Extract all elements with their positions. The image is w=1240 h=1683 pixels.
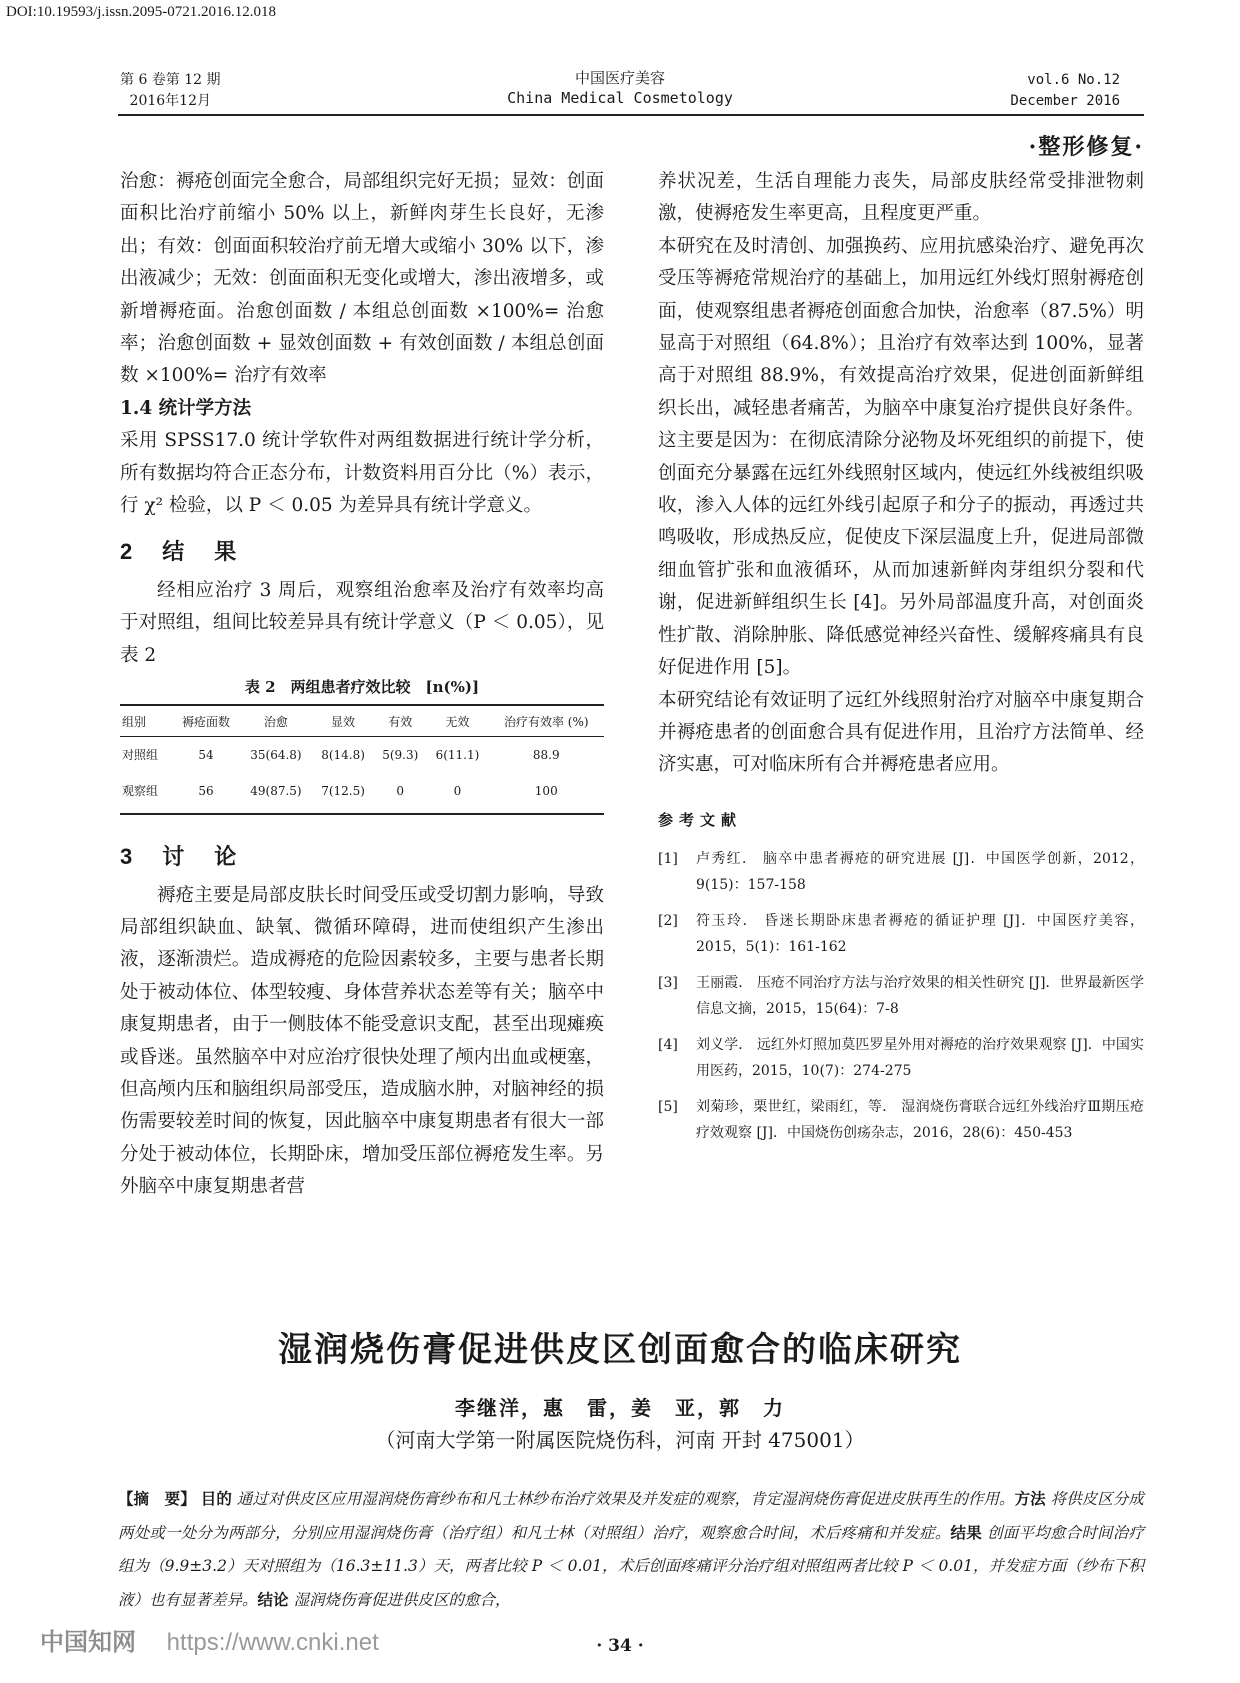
reference-number: [1]	[658, 851, 678, 868]
header-date-en: December 2016	[1010, 93, 1120, 109]
stats-paragraph: 采用 SPSS17.0 统计学软件对两组数据进行统计学分析，所有数据均符合正态分布，计数资料用百分比（%）表示，行 χ² 检验，以 P ＜ 0.05 为差异具有统计学意义。	[120, 430, 604, 517]
criteria-paragraph: 治愈：褥疮创面完全愈合，局部组织完好无损；显效：创面面积比治疗前缩小 50% 以上，新鲜肉芽生长良好，无渗出；有效：创面面积较治疗前无增大或缩小 30% 以下，渗出液减少；无效：创面面积无变化或增大，渗出液增多，或新增褥疮面。治愈创面数 / 本组总创面数 ×100%= 治愈率；治愈创面数 + 显效创面数 + 有效创面数 / 本组总创面数 ×100%= 治疗有效率	[120, 171, 604, 387]
results-table	[120, 704, 604, 815]
table-cell: 5(9.3)	[382, 748, 419, 763]
reference-item	[658, 1094, 1144, 1146]
table-header-cell: 治愈	[240, 705, 312, 737]
reference-text: 刘菊珍，栗世红，梁雨红，等． 湿润烧伤膏联合远红外线治疗Ⅲ期压疮疗效观察 [J]．中国烧伤创疡杂志，2016，28(6)：450-453	[696, 1099, 1144, 1142]
table-cell: 56	[172, 773, 240, 814]
abstract-objective: 通过对供皮区应用湿润烧伤膏纱布和凡士林纱布治疗效果及并发症的观察，肯定湿润烧伤膏促进皮肤再生的作用。	[236, 1490, 1015, 1508]
results-heading: 2 结 果	[120, 539, 241, 565]
table-caption: 表 2 两组患者疗效比较 [n(%)]	[244, 678, 480, 697]
table-row	[120, 773, 604, 814]
table-cell: 8(14.8)	[321, 748, 365, 763]
reference-text: 卢秀红． 脑卒中患者褥疮的研究进展 [J]．中国医学创新，2012，9(15)：157-158	[696, 851, 1144, 894]
header-volume-en	[1010, 70, 1120, 112]
table-header-cell: 显效	[312, 705, 374, 737]
reference-text: 符玉玲． 昏迷长期卧床患者褥疮的循证护理 [J]．中国医疗美容，2015，5(1)：161-162	[696, 913, 1144, 956]
abstract-method: 将供皮区分成两处或一处分为两部分，分别应用湿润烧伤膏（治疗组）和凡士林（对照组）治疗，观察愈合时间，术后疼痛和并发症。	[118, 1490, 1144, 1542]
table-cell: 88.9	[532, 748, 560, 763]
cnki-logo-text: 中国知网	[40, 1629, 136, 1656]
stats-heading: 1.4 统计学方法	[120, 397, 252, 419]
discussion-paragraph: 褥疮主要是局部皮肤长时间受压或受切割力影响，导致局部组织缺血、缺氧、微循环障碍，进而使组织产生渗出液，逐渐溃烂。造成褥疮的危险因素较多，主要与患者长期处于被动体位、体型较瘦、身体营养状态差等有关；脑卒中康复期患者，由于一侧肢体不能受意识支配，甚至出现瘫痪或昏迷。虽然脑卒中对应治疗很快处理了颅内出血或梗塞，但高颅内压和脑组织局部受压，造成脑水肿，对脑神经的损伤需要较差时间的恢复，因此脑卒中康复期患者有很大一部分处于被动体位，长期卧床，增加受压部位褥疮发生率。另外脑卒中康复期患者营	[120, 884, 604, 1198]
results-paragraph: 经相应治疗 3 周后，观察组治愈率及治疗有效率均高于对照组，组间比较差异具有统计学意义（P ＜ 0.05），见表 2	[120, 579, 604, 666]
header-date-cn: 2016年12月	[129, 93, 211, 109]
header-volume-issue-en: vol.6 No.12	[1027, 72, 1120, 88]
right-paragraph-3: 本研究结论有效证明了远红外线照射治疗对脑卒中康复期合并褥疮患者的创面愈合具有促进作用，且治疗方法简单、经济实惠，可对临床所有合并褥疮患者应用。	[658, 689, 1144, 776]
header-volume-issue: 第 6 卷第 12 期	[120, 72, 221, 88]
abstract-method-label: 方法	[1014, 1489, 1046, 1508]
table-cell: 35(64.8)	[250, 748, 302, 763]
journal-name-en: China Medical Cosmetology	[507, 89, 733, 107]
abstract-objective-label: 目的	[200, 1489, 232, 1508]
right-paragraph-2: 本研究在及时清创、加强换药、应用抗感染治疗、避免再次受压等褥疮常规治疗的基础上，加用远红外线灯照射褥疮创面，使观察组患者褥疮创面愈合加快，治愈率（87.5%）明显高于对照组（64.8%）；且治疗有效率达到 100%，显著高于对照组 88.9%，有效提高治疗效果，促进创面新鲜组织长出，减轻患者痛苦，为脑卒中康复治疗提供良好条件。这主要是因为：在彻底清除分泌物及坏死组织的前提下，使创面充分暴露在远红外线照射区域内，使远红外线被组织吸收，渗入人体的远红外线引起原子和分子的振动，再透过共鸣吸收，形成热反应，促使皮下深层温度上升，促进局部微细血管扩张和血液循环，从而加速新鲜肉芽组织分裂和代谢，促进新鲜组织生长 [4]。另外局部温度升高，对创面炎性扩散、消除肿胀、降低感觉神经兴奋性、缓解疼痛具有良好促进作用 [5]。	[658, 235, 1144, 679]
cnki-url: https://www.cnki.net	[166, 1629, 379, 1656]
section-tag: ·整形修复·	[1028, 134, 1144, 160]
reference-text: 刘义学． 远红外灯照加莫匹罗星外用对褥疮的治疗效果观察 [J]．中国实用医药，2015，10(7)：274-275	[696, 1037, 1144, 1080]
table-header-cell: 褥疮面数	[172, 705, 240, 737]
table-cell: 49(87.5)	[240, 773, 312, 814]
table-header-cell: 无效	[426, 705, 488, 737]
table-cell: 54	[198, 748, 214, 763]
article-authors: 李继洋，惠 雷，姜 亚，郭 力	[455, 1396, 785, 1420]
right-column	[658, 166, 1144, 1156]
reference-number: [5]	[658, 1099, 678, 1116]
reference-item	[658, 846, 1144, 898]
header-rule	[118, 114, 1144, 116]
table-cell: 对照组	[122, 748, 159, 763]
abstract	[118, 1482, 1144, 1617]
table-cell: 观察组	[120, 773, 172, 814]
journal-name-cn: 中国医疗美容	[574, 69, 665, 87]
table-cell: 100	[489, 773, 604, 814]
article-affiliation: （河南大学第一附属医院烧伤科，河南 开封 475001）	[375, 1428, 865, 1452]
table-header-cell: 治疗有效率 (%)	[489, 705, 604, 737]
table-cell: 0	[374, 773, 426, 814]
right-paragraph-1: 养状况差，生活自理能力丧失，局部皮肤经常受排泄物刺激，使褥疮发生率更高，且程度更严重。	[658, 171, 1144, 225]
table-cell: 0	[426, 773, 488, 814]
article-title: 湿润烧伤膏促进供皮区创面愈合的临床研究	[278, 1330, 962, 1370]
references-title: 参考文献	[658, 810, 743, 829]
abstract-conclusion-label: 结论	[257, 1590, 289, 1609]
table-header-cell: 组别	[120, 705, 172, 737]
abstract-label: 【摘 要】	[118, 1489, 196, 1508]
reference-item	[658, 1032, 1144, 1084]
abstract-result: 创面平均愈合时间治疗组为（9.9±3.2）天对照组为（16.3±11.3）天，两者比较 P ＜ 0.01，术后创面疼痛评分治疗组对照组两者比较 P ＜ 0.01，并发症方面（纱布下积液）也有显著差异。	[118, 1524, 1144, 1609]
table-header-row	[120, 705, 604, 737]
table-header-cell: 有效	[374, 705, 426, 737]
reference-item	[658, 970, 1144, 1022]
abstract-conclusion: 湿润烧伤膏促进供皮区的愈合，	[293, 1591, 511, 1609]
reference-text: 王丽霞． 压疮不同治疗方法与治疗效果的相关性研究 [J]．世界最新医学信息文摘，2015，15(64)：7-8	[696, 975, 1144, 1018]
page-number: · 34 ·	[596, 1636, 644, 1656]
table-cell: 7(12.5)	[312, 773, 374, 814]
discussion-heading: 3 讨 论	[120, 844, 241, 870]
reference-number: [4]	[658, 1037, 678, 1054]
reference-number: [3]	[658, 975, 678, 992]
table-cell: 6(11.1)	[435, 748, 480, 763]
abstract-result-label: 结果	[950, 1523, 982, 1542]
left-column	[120, 166, 604, 1204]
table-row	[120, 737, 604, 774]
reference-number: [2]	[658, 913, 678, 930]
reference-item	[658, 908, 1144, 960]
doi-line: DOI:10.19593/j.issn.2095-0721.2016.12.018	[6, 4, 276, 20]
